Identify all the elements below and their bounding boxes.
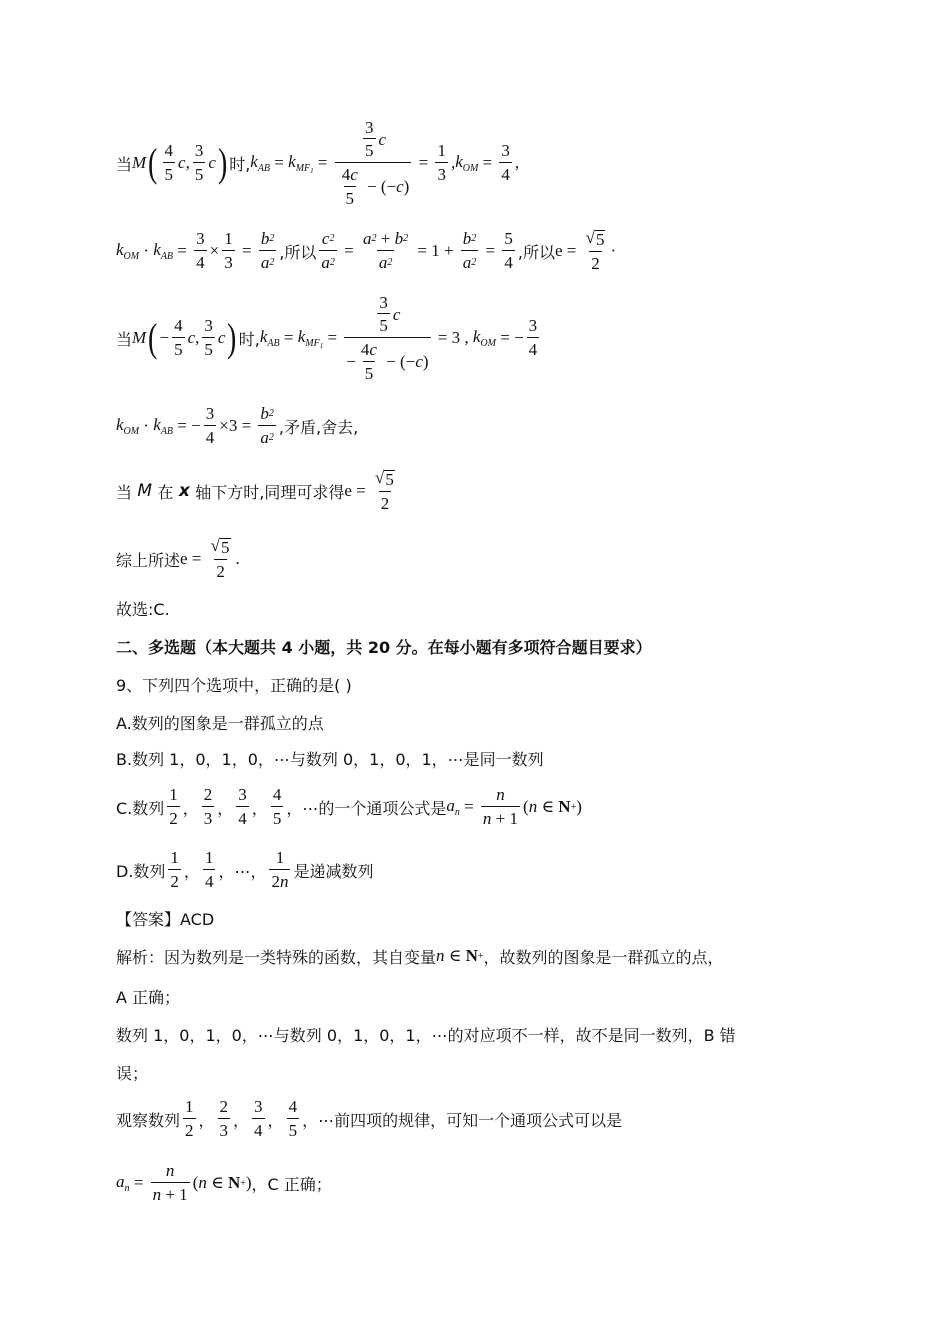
math-expr: $k_{AB}$ <box>250 152 271 174</box>
option-d: D.数列 $\frac{1}{2}$ ， $\frac{1}{4}$ ，⋯， 1 2 n 是递减数列 <box>116 848 374 891</box>
paren: ( <box>148 140 158 185</box>
option-c: C.数列 $\frac{1}{2}$ ， $\frac{2}{3}$ ， $\frac{3}{4}$ ， $\frac{4}{5}$ ，⋯的一个通项公式是 $a_n$ = n n + 1 ( n ∈ N + ) <box>116 785 582 828</box>
explanation-text: 误； <box>116 1063 149 1083</box>
option-text: ，⋯， <box>218 861 267 881</box>
text: 时, <box>238 329 260 349</box>
option-text: ，⋯的一个通项公式是 <box>286 798 447 818</box>
option-text: 是递减数列 <box>293 861 374 881</box>
explanation-line-5: 观察数列 $\frac{1}{2}$ ， $\frac{2}{3}$ ， $\frac{3}{4}$ ， $\frac{4}{5}$ ，⋯前四项的规律，可知一个通项公式可以是 <box>116 1097 623 1140</box>
explanation-text: 数列 1，0，1，0，⋯与数列 0，1，0，1，⋯的对应项不一样，故不是同一数列，B 错 <box>116 1025 736 1045</box>
option-text: C.数列 <box>116 798 165 818</box>
line-summary: 综上所述 e = √ 5 2 . <box>116 536 240 582</box>
option-text: D.数列 <box>116 861 166 881</box>
answer-line <box>116 906 890 930</box>
line-case-m-positive: 当 M ( $\frac{4}{5}$ c , $\frac{3}{5}$ c ) 时, $k_{AB}$ = $k_{MF_1}$ = $\frac{3}{5}$ c 4 c 5 − (− c ) = $\frac{1}{3}$ , $k_{OM}$ = $\frac{3}{4}$ , <box>116 117 520 208</box>
explanation-line-6: $a_n$ = n n + 1 ( n ∈ N + ) ，C 正确； <box>116 1161 332 1204</box>
text: 故选:C. <box>116 599 170 619</box>
text: x <box>178 481 190 501</box>
fraction: $\frac{3}{5}$ <box>194 141 204 184</box>
text: 当 <box>116 482 133 502</box>
option-text: B.数列 1，0，1，0，⋯与数列 0，1，0，1，⋯是同一数列 <box>116 749 544 769</box>
text: , <box>450 153 456 172</box>
math-var: c <box>208 153 216 172</box>
explanation-line-3 <box>116 1022 890 1046</box>
line-product-slopes: $k_{OM}$ · $k_{AB}$ = $\frac{3}{4}$ × $\frac{1}{3}$ = b 2 a 2 ,所以 c 2 a 2 = a 2 + b 2 a 2 = 1 + b 2 a 2 = $\frac{5}{4}$ ,所以 e = √ 5 2 · <box>116 228 617 274</box>
option-b <box>116 746 890 770</box>
math-var: M <box>132 153 147 172</box>
explanation-text: A 正确； <box>116 987 181 1007</box>
math-var: c <box>178 153 186 172</box>
text: 在 <box>157 482 174 502</box>
paren: ) <box>217 140 228 185</box>
question-text: 9、下列四个选项中，正确的是( ) <box>116 675 352 695</box>
explanation-line-4 <box>116 1060 890 1084</box>
fraction: $\frac{1}{3}$ <box>437 141 446 184</box>
line-contradiction: $k_{OM}$ · $k_{AB}$ = − $\frac{3}{4}$ ×3 = b 2 a 2 ,矛盾,舍去, <box>116 404 359 447</box>
math-expr: $k_{MF_1}$ <box>288 151 314 175</box>
fraction: $\frac{3}{5}$ c 4 c 5 − (− c ) <box>335 118 412 208</box>
explanation-text: ，故数列的图象是一群孤立的点， <box>483 947 724 967</box>
fraction: $\frac{4}{5}$ <box>164 141 174 184</box>
fraction: $\frac{3}{4}$ <box>501 141 510 184</box>
text: M <box>137 481 153 501</box>
explanation-text: 解析：因为数列是一类特殊的函数，其自变量 <box>116 947 437 967</box>
line-choice <box>116 596 890 620</box>
math-expr: $k_{OM}$ <box>455 152 479 174</box>
explanation-text: ，C 正确； <box>251 1174 332 1194</box>
text: 当 <box>116 154 133 174</box>
text: 当 <box>116 329 133 349</box>
section-heading <box>116 634 890 658</box>
text: ,所以 <box>517 242 555 262</box>
text: 综上所述 <box>116 550 181 570</box>
text: 轴下方时,同理可求得 <box>195 482 345 502</box>
option-a <box>116 710 890 734</box>
answer-text: 【答案】ACD <box>116 909 215 929</box>
line-case-m-negative: 当 M ( − $\frac{4}{5}$ c , $\frac{3}{5}$ c ) 时, $k_{AB}$ = $k_{MF_1}$ = $\frac{3}{5}$ c − 4 c 5 − (− c ) = 3 , $k_{OM}$ = − $\frac{3}{4}$ <box>116 292 538 383</box>
option-text: A.数列的图象是一群孤立的点 <box>116 713 324 733</box>
question-9 <box>116 672 890 696</box>
text: ,所以 <box>279 242 317 262</box>
explanation-text: 观察数列 <box>116 1110 181 1130</box>
heading-text: 二、多选题（本大题共 4 小题，共 20 分。在每小题有多项符合题目要求） <box>116 637 652 657</box>
explanation-line-1: 解析：因为数列是一类特殊的函数，其自变量 n ∈ N + ，故数列的图象是一群孤立的点， <box>116 946 724 967</box>
line-below-axis: 当 M 在 x 轴下方时,同理可求得 e = √ 5 2 <box>116 468 394 514</box>
text: ,矛盾,舍去, <box>278 417 359 437</box>
explanation-line-2 <box>116 984 890 1008</box>
text: 时, <box>229 154 251 174</box>
text: e <box>554 241 563 260</box>
explanation-text: ，⋯前四项的规律，可知一个通项公式可以是 <box>302 1110 623 1130</box>
